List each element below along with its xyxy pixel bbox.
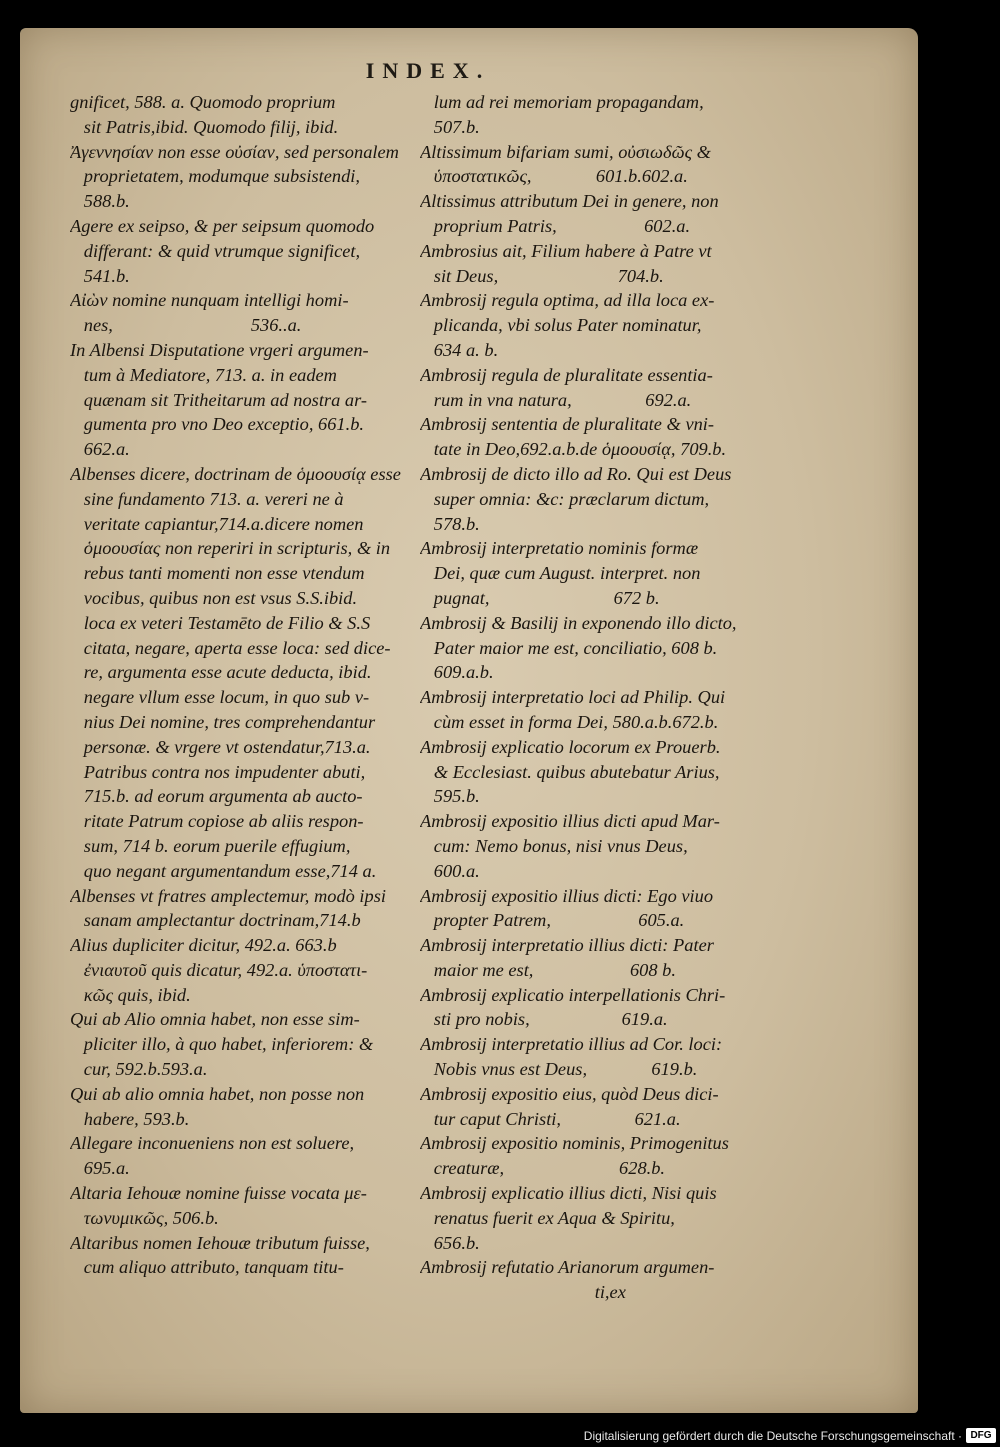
index-line: super omnia: &c: præclarum dictum,	[420, 488, 710, 509]
index-line: pliciter illo, à quo habet, inferiorem: &	[70, 1034, 374, 1055]
index-line: 656.b.	[420, 1232, 480, 1253]
index-line: quo negant argumentandum esse,714 a.	[70, 860, 377, 881]
index-line: Ambrosij expositio illius dicti: Ego viuo	[420, 885, 714, 906]
index-line: Ambrosij regula de pluralitate essentia-	[420, 364, 713, 385]
index-line: Ambrosij explicatio illius dicti, Nisi quis	[420, 1183, 717, 1204]
index-line: Nobis vnus est Deus, 619.b.	[420, 1059, 698, 1080]
index-line: & Ecclesiast. quibus abutebatur Arius,	[420, 761, 720, 782]
index-line: cum: Nemo bonus, nisi vnus Deus,	[420, 835, 688, 856]
index-line: Ambrosij interpretatio illius ad Cor. loci:	[420, 1034, 723, 1055]
index-line: ἐνιαυτοῦ quis dicatur, 492.a. ὑποστατι-	[70, 959, 368, 980]
index-line: 695.a.	[70, 1158, 130, 1179]
index-line: Qui ab Alio omnia habet, non esse sim-	[70, 1009, 360, 1030]
index-line: τωνυμικῶς, 506.b.	[70, 1207, 219, 1228]
index-line: Ambrosius ait, Filium habere à Patre vt	[420, 240, 712, 261]
index-line: tum à Mediatore, 713. a. in eadem	[70, 364, 337, 385]
index-line: differant: & quid vtrumque significet,	[70, 240, 361, 261]
index-line: Qui ab alio omnia habet, non posse non	[70, 1083, 365, 1104]
index-line: renatus fuerit ex Aqua & Spiritu,	[420, 1207, 675, 1228]
index-line: proprietatem, modumque subsistendi,	[70, 166, 360, 187]
book-page	[20, 28, 918, 1413]
index-line: vocibus, quibus non est vsus S.S.ibid.	[70, 587, 358, 608]
index-line: 578.b.	[420, 513, 480, 534]
index-line: Ambrosij expositio eius, quòd Deus dici-	[420, 1083, 719, 1104]
index-line: gnificet, 588. a. Quomodo proprium	[70, 92, 336, 112]
index-line: rebus tanti momenti non esse vtendum	[70, 563, 365, 584]
index-line: Altissimum bifariam sumi, οὐσιωδῶς &	[420, 141, 711, 162]
funding-credit: Digitalisierung gefördert durch die Deutsche Forschungsgemeinschaft ·	[583, 1429, 962, 1443]
index-line: lum ad rei memoriam propagandam,	[420, 92, 704, 112]
index-line: Pater maior me est, conciliatio, 608 b.	[420, 637, 718, 658]
index-line: cùm esset in forma Dei, 580.a.b.672.b.	[420, 711, 719, 732]
index-line: Ambrosij explicatio interpellationis Chri-	[420, 984, 726, 1005]
index-line: nius Dei nomine, tres comprehendantur	[70, 711, 376, 732]
index-line: Ambrosij expositio nominis, Primogenitus	[420, 1133, 729, 1154]
index-line: 595.b.	[420, 786, 480, 807]
index-line: sum, 714 b. eorum puerile effugium,	[70, 835, 351, 856]
index-line: proprium Patris, 602.a.	[420, 215, 691, 236]
index-line: 507.b.	[420, 116, 480, 137]
index-line: 588.b.	[70, 191, 130, 212]
index-line: Albenses vt fratres amplectemur, modò ipsi	[70, 885, 387, 906]
index-line: Alius dupliciter dicitur, 492.a. 663.b	[70, 935, 337, 956]
index-column-left	[70, 90, 415, 1280]
index-line: Αἰὼν nomine nunquam intelligi homi-	[70, 290, 349, 311]
index-line: personæ. & vrgere vt ostendatur,713.a.	[70, 736, 371, 757]
index-line: rum in vna natura, 692.a.	[420, 389, 692, 410]
index-line: veritate capiantur,714.a.dicere nomen	[70, 513, 364, 534]
index-line: creaturæ, 628.b.	[420, 1158, 666, 1179]
index-line: negare vllum esse locum, in quo sub v-	[70, 687, 370, 708]
index-line: Ambrosij sententia de pluralitate & vni-	[420, 414, 715, 435]
index-line: nes, 536..a.	[70, 315, 302, 336]
footer-bar	[0, 1426, 1000, 1447]
index-line: tate in Deo,692.a.b.de ὁμοουσίᾳ, 709.b.	[420, 439, 727, 460]
index-line: sine fundamento 713. a. vereri ne à	[70, 488, 344, 509]
index-line: ti,ex	[420, 1282, 626, 1303]
index-line: Ambrosij explicatio locorum ex Prouerb.	[420, 736, 721, 757]
index-line: Ambrosij & Basilij in exponendo illo dicto,	[420, 612, 737, 633]
index-line: plicanda, vbi solus Pater nominatur,	[420, 315, 702, 336]
index-line: cum aliquo attributo, tanquam titu-	[70, 1257, 344, 1278]
index-line: loca ex veteri Testamēto de Filio & S.S	[70, 612, 371, 633]
index-line: habere, 593.b.	[70, 1108, 190, 1129]
dfg-logo: DFG	[966, 1428, 996, 1443]
index-line: Ambrosij de dicto illo ad Ro. Qui est Deus	[420, 463, 732, 484]
index-line: Altissimus attributum Dei in genere, non	[420, 191, 719, 212]
index-line: Ambrosij regula optima, ad illa loca ex-	[420, 290, 715, 311]
index-line: re, argumenta esse acute deducta, ibid.	[70, 662, 372, 683]
index-line: 634 a. b.	[420, 339, 499, 360]
index-line: Albenses dicere, doctrinam de ὁμοουσίᾳ esse	[70, 463, 401, 484]
index-line: sti pro nobis, 619.a.	[420, 1009, 668, 1030]
index-line: Ambrosij interpretatio loci ad Philip. Qui	[420, 687, 726, 708]
index-line: Dei, quæ cum August. interpret. non	[420, 563, 701, 584]
index-line: Patribus contra nos impudenter abuti,	[70, 761, 366, 782]
index-line: maior me est, 608 b.	[420, 959, 676, 980]
index-line: ritate Patrum copiose ab aliis respon-	[70, 811, 364, 832]
index-line: citata, negare, aperta esse loca: sed dice-	[70, 637, 391, 658]
page-header: INDEX.	[365, 58, 491, 83]
index-line: 662.a.	[70, 439, 130, 460]
index-line: Ambrosij expositio illius dicti apud Mar-	[420, 811, 720, 832]
index-line: quænam sit Tritheitarum ad nostra ar-	[70, 389, 367, 410]
index-line: Altaria Iehouæ nomine fuisse vocata με-	[70, 1183, 367, 1204]
index-line: ὑποστατικῶς, 601.b.602.a.	[420, 166, 688, 187]
index-line: sit Patris,ibid. Quomodo filij, ibid.	[70, 116, 339, 137]
index-line: Agere ex seipso, & per seipsum quomodo	[70, 215, 375, 236]
index-line: κῶς quis, ibid.	[70, 984, 191, 1005]
index-line: propter Patrem, 605.a.	[420, 910, 685, 931]
index-line: Ἀγεννησίαν non esse οὐσίαν, sed personalem	[70, 141, 399, 162]
index-line: 609.a.b.	[420, 662, 494, 683]
index-line: sit Deus, 704.b.	[420, 265, 664, 286]
index-line: cur, 592.b.593.a.	[70, 1059, 208, 1080]
index-line: Ambrosij interpretatio nominis formæ	[420, 538, 699, 559]
index-line: In Albensi Disputatione vrgeri argumen-	[70, 339, 369, 360]
index-line: Allegare inconueniens non est soluere,	[70, 1133, 355, 1154]
index-line: 541.b.	[70, 265, 130, 286]
index-line: sanam amplectantur doctrinam,714.b	[70, 910, 361, 931]
index-line: Ambrosij interpretatio illius dicti: Pater	[420, 935, 714, 956]
index-line: Ambrosij refutatio Arianorum argumen-	[420, 1257, 715, 1278]
index-line: ὁμοουσίας non reperiri in scripturis, & in	[70, 538, 391, 559]
index-line: 600.a.	[420, 860, 480, 881]
index-line: 715.b. ad eorum argumenta ab aucto-	[70, 786, 363, 807]
index-line: Altaribus nomen Iehouæ tributum fuisse,	[70, 1232, 370, 1253]
index-line: gumenta pro vno Deo exceptio, 661.b.	[70, 414, 365, 435]
index-column-right	[420, 90, 765, 1305]
index-line: tur caput Christi, 621.a.	[420, 1108, 681, 1129]
index-line: pugnat, 672 b.	[420, 587, 660, 608]
